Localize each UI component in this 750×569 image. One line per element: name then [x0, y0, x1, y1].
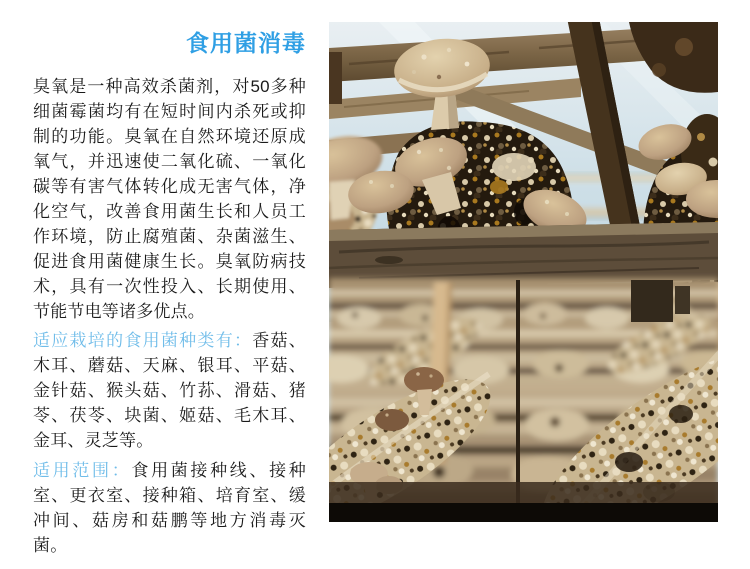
- page-title: 食用菌消毒: [186, 30, 306, 56]
- scope-text: 食用菌接种线、接种室、更衣室、接种箱、培育室、缓冲间、菇房和菇鹏等地方消毒灭菌。: [33, 461, 306, 555]
- species-text: 香菇、木耳、蘑菇、天麻、银耳、平菇、金针菇、猴头菇、竹荪、滑菇、猪苓、茯苓、块菌、姬菇、毛木耳、金耳、灵芝等。: [33, 331, 306, 450]
- mushroom-photo-illustration: [329, 22, 718, 522]
- species-paragraph: [33, 328, 306, 453]
- mushroom-greenhouse-photo: [329, 22, 718, 522]
- intro-text: 臭氧是一种高效杀菌剂，对50多种细菌霉菌均有在短时间内杀死或抑制的功能。臭氧在自然环境还原成氧气，并迅速使二氧化硫、一氧化碳等有害气体转化成无害气体，净化空气，改善食用菌生长和人员工作环境，防止腐殖菌、杂菌滋生、促进食用菌健康生长。臭氧防病技术，具有一次性投入、长期使用、节能节电等诸多优点。: [33, 77, 306, 321]
- photo-bottom-shadow: [329, 482, 718, 522]
- intro-paragraph: [33, 74, 306, 324]
- scope-paragraph: [33, 458, 306, 558]
- scope-label: 适用范围：: [33, 461, 132, 480]
- species-label: 适应栽培的食用菌种类有：: [33, 331, 253, 350]
